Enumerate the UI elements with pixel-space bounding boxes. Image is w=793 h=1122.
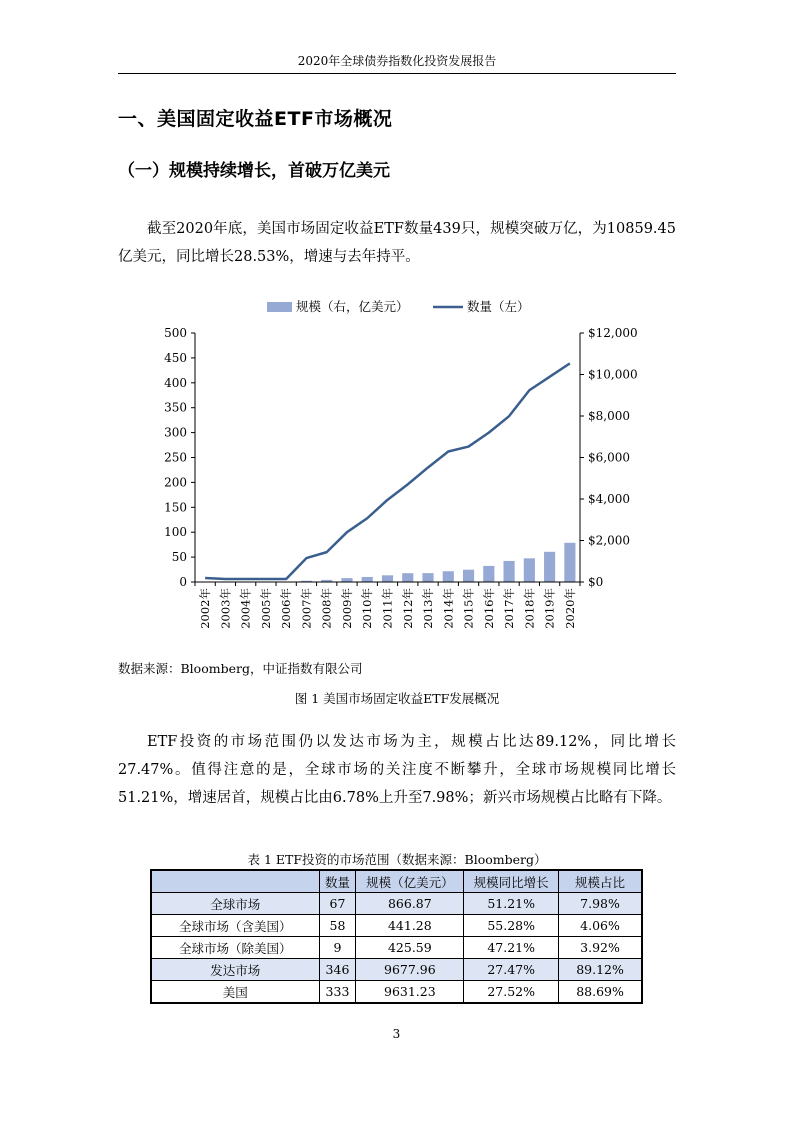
table-cell: 全球市场（含美国） [152,915,320,937]
table-cell: 346 [319,959,356,981]
right-tick-label: $12,000 [588,326,638,340]
x-tick-label: 2013年 [421,588,436,629]
table-cell: 333 [319,981,356,1003]
x-tick-label: 2007年 [299,588,314,629]
bar-2011年 [382,575,393,582]
legend-line-label: 数量（左） [467,299,530,314]
left-tick-label: 300 [164,425,187,440]
x-tick-label: 2011年 [380,588,395,629]
paragraph-market-range: ETF投资的市场范围仍以发达市场为主，规模占比达89.12%，同比增长27.47%。值得注意的是，全球市场的关注度不断攀升，全球市场规模同比增长51.21%，增速居首，规模占比由6.78%上升至7.98%；新兴市场规模占比略有下降。 [118,734,676,806]
right-tick-label: $0 [588,575,604,589]
legend-bar-label: 规模（右，亿美元） [296,299,409,314]
left-tick-label: 100 [164,525,187,540]
table-cell: 美国 [152,981,320,1003]
figure-caption: 图 1 美国市场固定收益ETF发展概况 [294,691,500,706]
bar-2014年 [443,571,454,582]
table-row [152,959,642,981]
bar-2015年 [463,570,474,582]
table-row [152,893,642,915]
table-cell: 发达市场 [152,959,320,981]
x-tick-label: 2008年 [319,588,334,629]
table-cell: 58 [319,915,356,937]
table-cell: 9631.23 [356,981,464,1003]
table-row [152,937,642,959]
x-tick-label: 2017年 [502,588,517,629]
etf-market-table [151,870,642,1003]
x-tick-label: 2019年 [542,588,557,629]
table-cell: 3.92% [559,937,642,959]
x-tick-label: 2020年 [562,588,577,629]
bar-2017年 [504,561,515,582]
paragraph-scale: 截至2020年底，美国市场固定收益ETF数量439只，规模突破万亿，为10859.45亿美元，同比增长28.53%，增速与去年持平。 [118,221,676,265]
table-cell: 27.52% [464,981,559,1003]
table-header-cell: 规模（亿美元） [356,871,464,893]
table-header-cell [152,871,320,893]
right-tick-label: $8,000 [588,409,630,423]
legend-bar-swatch [267,302,292,312]
bar-2012年 [402,573,413,582]
table-cell: 55.28% [464,915,559,937]
left-tick-label: 400 [164,375,187,390]
table-cell: 9 [319,937,356,959]
table-header-row [152,871,642,893]
table-cell: 89.12% [559,959,642,981]
bar-2020年 [564,543,575,582]
left-tick-label: 50 [171,550,187,565]
table-row [152,981,642,1003]
section-heading: 一、美国固定收益ETF市场概况 [118,108,393,130]
subsection-heading: （一）规模持续增长，首破万亿美元 [118,161,390,181]
x-tick-label: 2014年 [441,588,456,629]
etf-chart-svg [150,290,650,640]
table-cell: 425.59 [356,937,464,959]
table-cell: 67 [319,893,356,915]
bar-2018年 [524,558,535,582]
count-line [205,363,570,579]
etf-chart [150,290,650,640]
table-caption: 表 1 ETF投资的市场范围（数据来源：Bloomberg） [247,852,547,867]
table-cell: 866.87 [356,893,464,915]
table-cell: 51.21% [464,893,559,915]
table-header-cell: 数量 [319,871,356,893]
x-tick-label: 2002年 [198,588,213,629]
table-cell: 7.98% [559,893,642,915]
header-rule [118,73,676,74]
x-tick-label: 2015年 [461,588,476,629]
running-head-title: 2020年全球债券指数化投资发展报告 [297,54,497,68]
table-cell: 全球市场 [152,893,320,915]
left-tick-label: 350 [164,400,187,415]
left-tick-label: 500 [164,326,187,340]
left-tick-label: 250 [164,450,187,465]
x-tick-label: 2012年 [400,588,415,629]
left-tick-label: 150 [164,500,187,515]
x-tick-label: 2005年 [258,588,273,629]
table-cell: 47.21% [464,937,559,959]
bar-2016年 [483,566,494,582]
x-tick-label: 2006年 [279,588,294,629]
table-cell: 27.47% [464,959,559,981]
table-header-cell: 规模同比增长 [464,871,559,893]
left-tick-label: 200 [164,475,187,490]
x-tick-label: 2016年 [481,588,496,629]
right-tick-label: $2,000 [588,533,630,548]
right-tick-label: $10,000 [588,367,638,382]
left-tick-label: 0 [179,575,187,589]
table-cell: 4.06% [559,915,642,937]
right-tick-label: $4,000 [588,492,630,506]
table-row [152,915,642,937]
right-tick-label: $6,000 [588,450,630,465]
bar-2013年 [422,573,433,582]
bar-2009年 [341,578,352,582]
x-tick-label: 2004年 [238,588,253,629]
table-header-cell: 规模占比 [559,871,642,893]
x-tick-label: 2009年 [339,588,354,629]
bar-2010年 [362,577,373,582]
table-cell: 441.28 [356,915,464,937]
table-cell: 9677.96 [356,959,464,981]
page-number: 3 [392,1027,401,1041]
x-tick-label: 2010年 [360,588,375,629]
bar-2019年 [544,552,555,582]
left-tick-label: 450 [164,350,187,365]
table-cell: 全球市场（除美国） [152,937,320,959]
x-tick-label: 2018年 [522,588,537,629]
table-cell: 88.69% [559,981,642,1003]
figure-source: 数据来源：Bloomberg，中证指数有限公司 [118,661,363,676]
x-tick-label: 2003年 [218,588,233,629]
